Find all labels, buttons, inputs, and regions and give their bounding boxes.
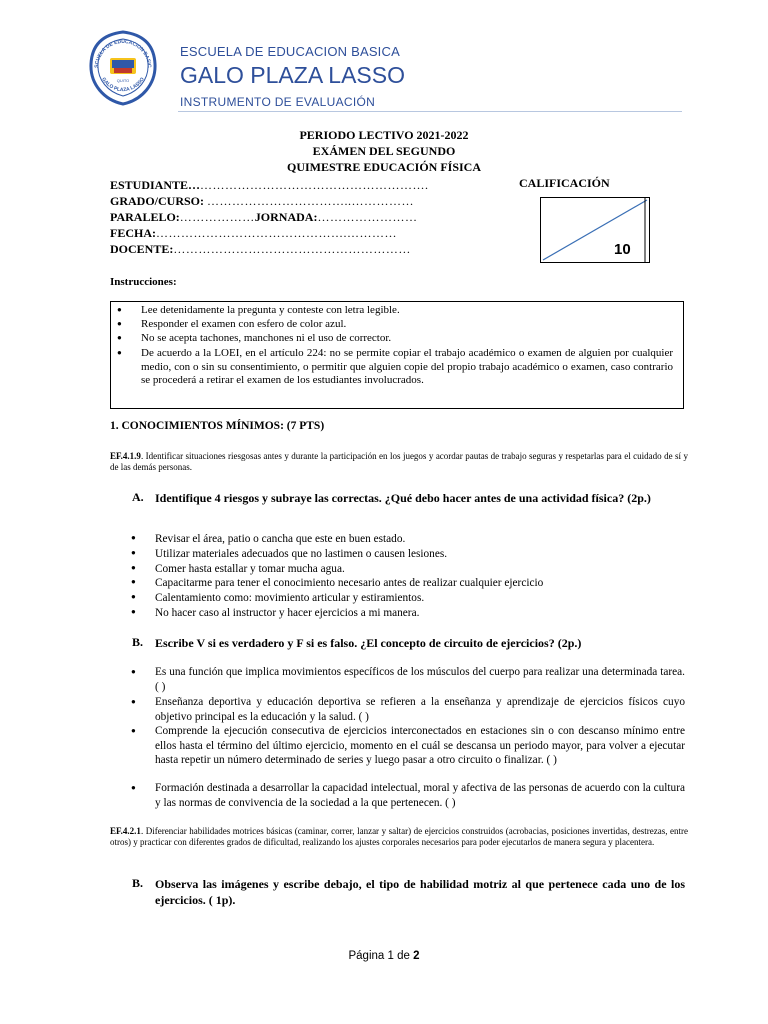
- question-a-option[interactable]: Utilizar materiales adecuados que no lastimen o causen lesiones.: [155, 548, 448, 560]
- instruction-item: Lee detenidamente la pregunta y conteste con letra legible.: [141, 304, 400, 316]
- question-b-text: Escribe V si es verdadero y F si es falso. ¿El concepto de circuito de ejercicios? (2p.): [155, 636, 582, 650]
- instruction-item: Responder el examen con esfero de color azul.: [141, 318, 347, 330]
- teacher-dots: …………………………………………………: [173, 242, 411, 256]
- subject-title: QUIMESTRE EDUCACIÓN FÍSICA: [286, 160, 482, 174]
- date-field[interactable]: [110, 226, 397, 241]
- question-b-statement[interactable]: Es una función que implica movimientos específicos de los músculos del cuerpo para realizar una determinada tarea. ( ): [155, 666, 685, 693]
- question-a-option[interactable]: No hacer caso al instructor y hacer ejercicios a mi manera.: [155, 607, 420, 619]
- school-line: ESCUELA DE EDUCACION BASICA: [180, 44, 400, 59]
- bullet-icon: ●: [131, 548, 136, 557]
- jornada-label: JORNADA:: [254, 210, 318, 224]
- question-b-letter: B.: [132, 635, 144, 649]
- instructions-label: Instrucciones:: [110, 276, 177, 288]
- question-b-statement[interactable]: Comprende la ejecución consecutiva de ejercicios interconectados en estaciones sin o con descanso mínimo entre ellos hasta el término del último ejercicio, momento en el cuál se descansa un periodo mayor, para volver a ejecutar hasta repetir un número determinado de series y luego pasar a otro circuito o finalizar. ( ): [155, 725, 685, 766]
- bullet-icon: ●: [131, 726, 136, 735]
- grade-dots: ……………………………..……………: [207, 194, 415, 208]
- question-a-option[interactable]: Calentamiento como: movimiento articular y estiramientos.: [155, 592, 425, 604]
- standard-code: EF.4.2.1: [110, 826, 141, 836]
- bullet-icon: ●: [117, 348, 122, 357]
- question-a-option[interactable]: Capacitarme para tener el conocimiento necesario antes de realizar cualquier ejercicio: [155, 577, 544, 589]
- bullet-icon: ●: [117, 305, 122, 314]
- header-divider: [178, 111, 682, 112]
- page-current: 1: [387, 950, 394, 962]
- instruction-item: No se acepta tachones, manchones ni el uso de corrector.: [141, 332, 392, 344]
- question-c-text: Observa las imágenes y escribe debajo, el tipo de habilidad motriz al que pertenece cada uno de los ejercicios. ( 1p).: [155, 877, 685, 907]
- bullet-icon: ●: [131, 607, 136, 616]
- paralelo-dots: ………………: [179, 210, 255, 224]
- standard-text: . Diferenciar habilidades motrices básicas (caminar, correr, lanzar y saltar) de ejercicios construidos (acrobacias, posiciones invertidas, destrezas, entre otros) y practicar con diferentes grados de dificultad, realizando los ajustes corporales necesarios para poder ejecutarlos de manera segura y placentera.: [110, 826, 688, 847]
- page-of: de: [393, 950, 414, 962]
- bullet-icon: ●: [117, 319, 122, 328]
- school-logo: [88, 30, 158, 106]
- page-prefix: Página: [348, 950, 388, 962]
- question-a-option[interactable]: Revisar el área, patio o cancha que este en buen estado.: [155, 533, 406, 545]
- question-b-statement[interactable]: Formación destinada a desarrollar la capacidad intelectual, moral y afectiva de las personas de acuerdo con la cultura y las normas de convivencia de la sociedad a la que pertenecen. ( ): [155, 782, 685, 809]
- grade-label: GRADO/CURSO:: [110, 194, 205, 208]
- max-score: 10: [614, 241, 631, 258]
- teacher-label: DOCENTE:: [110, 242, 174, 256]
- grade-box[interactable]: [540, 197, 650, 263]
- question-b-statement[interactable]: Enseñanza deportiva y educación deportiva se refieren a la enseñanza y aprendizaje de ejercicios físicos cuyo objetivo principal es la educación y la salud. ( ): [155, 696, 685, 723]
- bullet-icon: ●: [131, 533, 136, 542]
- student-dots: ……………………………………………….: [200, 178, 429, 192]
- bullet-icon: ●: [131, 667, 136, 676]
- teacher-field[interactable]: [110, 242, 411, 257]
- exam-title: EXÁMEN DEL SEGUNDO: [312, 144, 456, 158]
- grade-box-label: CALIFICACIÓN: [519, 176, 610, 190]
- learning-standard-1: [110, 451, 688, 473]
- grade-field[interactable]: [110, 194, 414, 209]
- bullet-icon: ●: [131, 697, 136, 706]
- learning-standard-2: [110, 826, 688, 848]
- school-name: GALO PLAZA LASSO: [180, 62, 405, 88]
- bullet-icon: ●: [117, 333, 122, 342]
- date-dots: ……………………………………….…………: [156, 226, 397, 240]
- bullet-icon: ●: [131, 592, 136, 601]
- instruction-item: De acuerdo a la LOEI, en el artículo 224: no se permite copiar el trabajo académico o examen de alguien por cualquier medio, con o sin su consentimiento, o permitir que alguien copie del propio trabajo académico o examen, caso contrario se procederá a retirar el examen de los estudiantes involucrados.: [141, 347, 673, 386]
- paralelo-label: PARALELO:: [110, 210, 180, 224]
- page-number: [0, 950, 768, 962]
- date-label: FECHA:: [110, 226, 156, 240]
- paralelo-jornada-field[interactable]: [110, 210, 417, 225]
- page-total: 2: [413, 950, 420, 962]
- logo-text-top: SCUELA DE EDUCACION BASIC: [93, 39, 153, 69]
- logo-text-city: QUITO: [116, 78, 130, 83]
- student-label: ESTUDIANTE…: [110, 178, 201, 192]
- question-a-letter: A.: [132, 490, 144, 504]
- section-heading: 1. CONOCIMIENTOS MÍNIMOS: (7 PTS): [110, 420, 325, 432]
- bullet-icon: ●: [131, 563, 136, 572]
- question-a-text: Identifique 4 riesgos y subraye las correctas. ¿Qué debo hacer antes de una actividad física? (2p.): [155, 491, 651, 505]
- instructions-box: [110, 301, 684, 409]
- jornada-dots: ……………………: [317, 210, 418, 224]
- standard-code: EF.4.1.9: [110, 451, 141, 461]
- standard-text: . Identificar situaciones riesgosas antes y durante la participación en los juegos y acordar pautas de trabajo seguras y respetarlas para el cuidado de sí y de las demás personas.: [110, 451, 688, 472]
- bullet-icon: ●: [131, 783, 136, 792]
- logo-text-bottom: GALO PLAZA LASSO: [100, 76, 146, 94]
- bullet-icon: ●: [131, 577, 136, 586]
- question-c-letter: B.: [132, 876, 144, 890]
- period-title: PERIODO LECTIVO 2021-2022: [299, 128, 469, 142]
- question-a-option[interactable]: Comer hasta estallar y tomar mucha agua.: [155, 563, 345, 575]
- student-field[interactable]: [110, 178, 429, 193]
- document-type: INSTRUMENTO DE EVALUACIÓN: [180, 95, 376, 109]
